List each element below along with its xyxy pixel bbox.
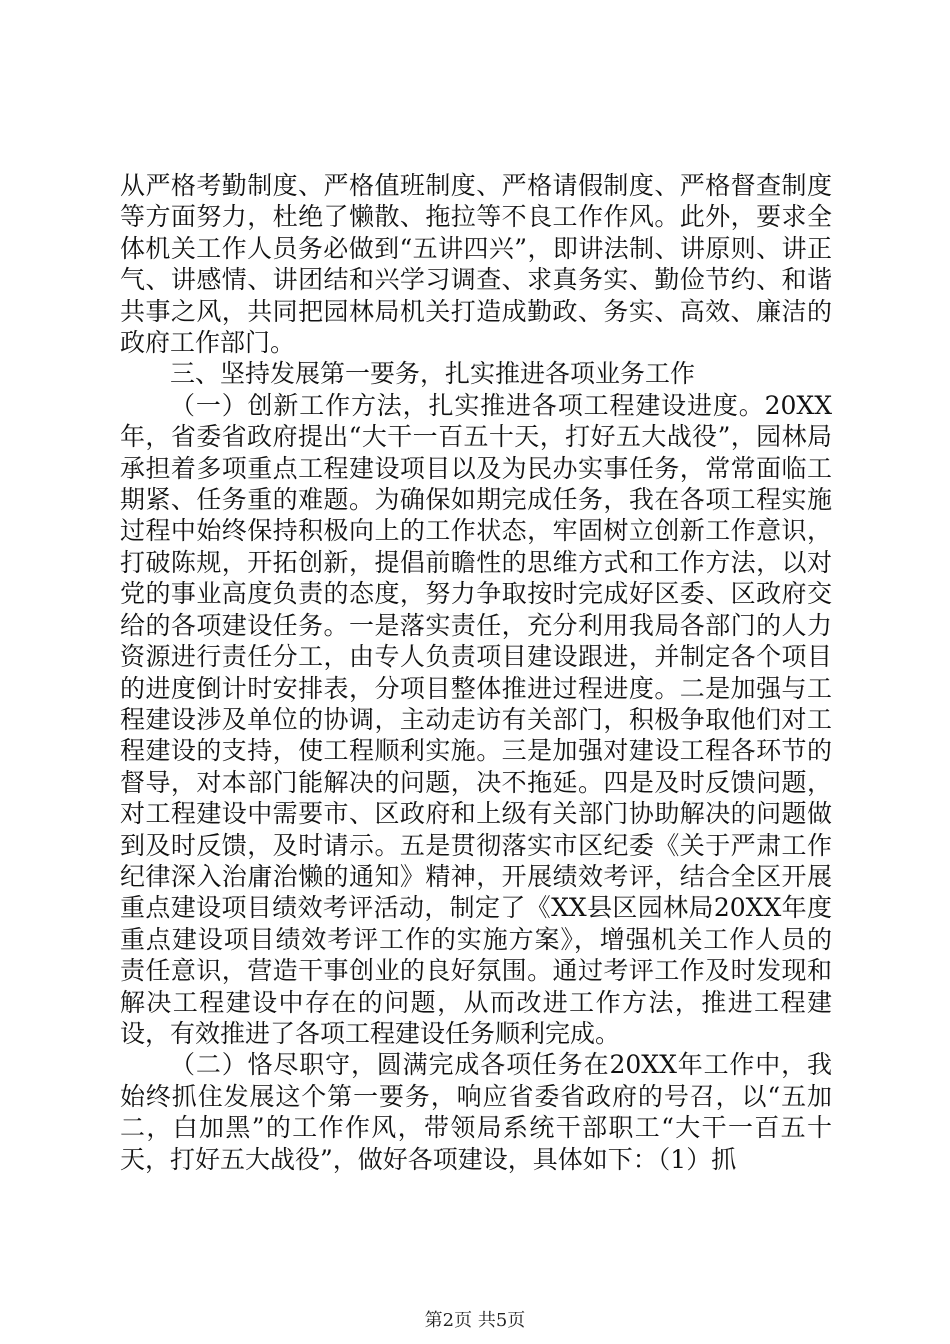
paragraph-continuation: 从严格考勤制度、严格值班制度、严格请假制度、严格督查制度等方面努力，杜绝了懒散、拖拉等不良工作作风。此外，要求全体机关工作人员务必做到“五讲四兴”，即讲法制、讲原则、讲正气、讲感情、讲团结和兴学习调查、求真务实、勤俭节约、和谐共事之风，共同把园林局机关打造成勤政、务实、高效、廉洁的政府工作部门。 — [120, 171, 832, 358]
paragraph-innovation: （一）创新工作方法，扎实推进各项工程建设进度。20XX年，省委省政府提出“大干一百五十天，打好五大战役”，园林局承担着多项重点工程建设项目以及为民办实事任务，常常面临工期紧、任务重的难题。为确保如期完成任务，我在各项工程实施过程中始终保持积极向上的工作状态，牢固树立创新工作意识，打破陈规，开拓创新，提倡前瞻性的思维方式和工作方法，以对党的事业高度负责的态度，努力争取按时完成好区委、区政府交给的各项建设任务。一是落实责任，充分利用我局各部门的人力资源进行责任分工，由专人负责项目建设跟进，并制定各个项目的进度倒计时安排表，分项目整体推进过程进度。二是加强与工程建设涉及单位的协调，主动走访有关部门，积极争取他们对工程建设的支持，使工程顺利实施。三是加强对建设工程各环节的督导，对本部门能解决的问题，决不拖延。四是及时反馈问题，对工程建设中需要市、区政府和上级有关部门协助解决的问题做到及时反馈，及时请示。五是贯彻落实市区纪委《关于严肃工作纪律深入治庸治懒的通知》精神，开展绩效考评，结合全区开展重点建设项目绩效考评活动，制定了《XX县区园林局20XX年度重点建设项目绩效考评工作的实施方案》，增强机关工作人员的责任意识，营造干事创业的良好氛围。通过考评工作及时发现和解决工程建设中存在的问题，从而改进工作方法，推进工程建设，有效推进了各项工程建设任务顺利完成。 — [120, 390, 832, 1048]
paragraph-duty: （二）恪尽职守，圆满完成各项任务在20XX年工作中，我始终抓住发展这个第一要务，响应省委省政府的号召，以“五加二，白加黑”的工作作风，带领局系统干部职工“大干一百五十天，打好五大战役”，做好各项建设，具体如下：（1）抓 — [120, 1050, 832, 1174]
page-number-footer: 第2页 共5页 — [424, 1310, 526, 1331]
document-body — [120, 170, 832, 1175]
section-heading: 三、坚持发展第一要务，扎实推进各项业务工作 — [170, 359, 696, 389]
